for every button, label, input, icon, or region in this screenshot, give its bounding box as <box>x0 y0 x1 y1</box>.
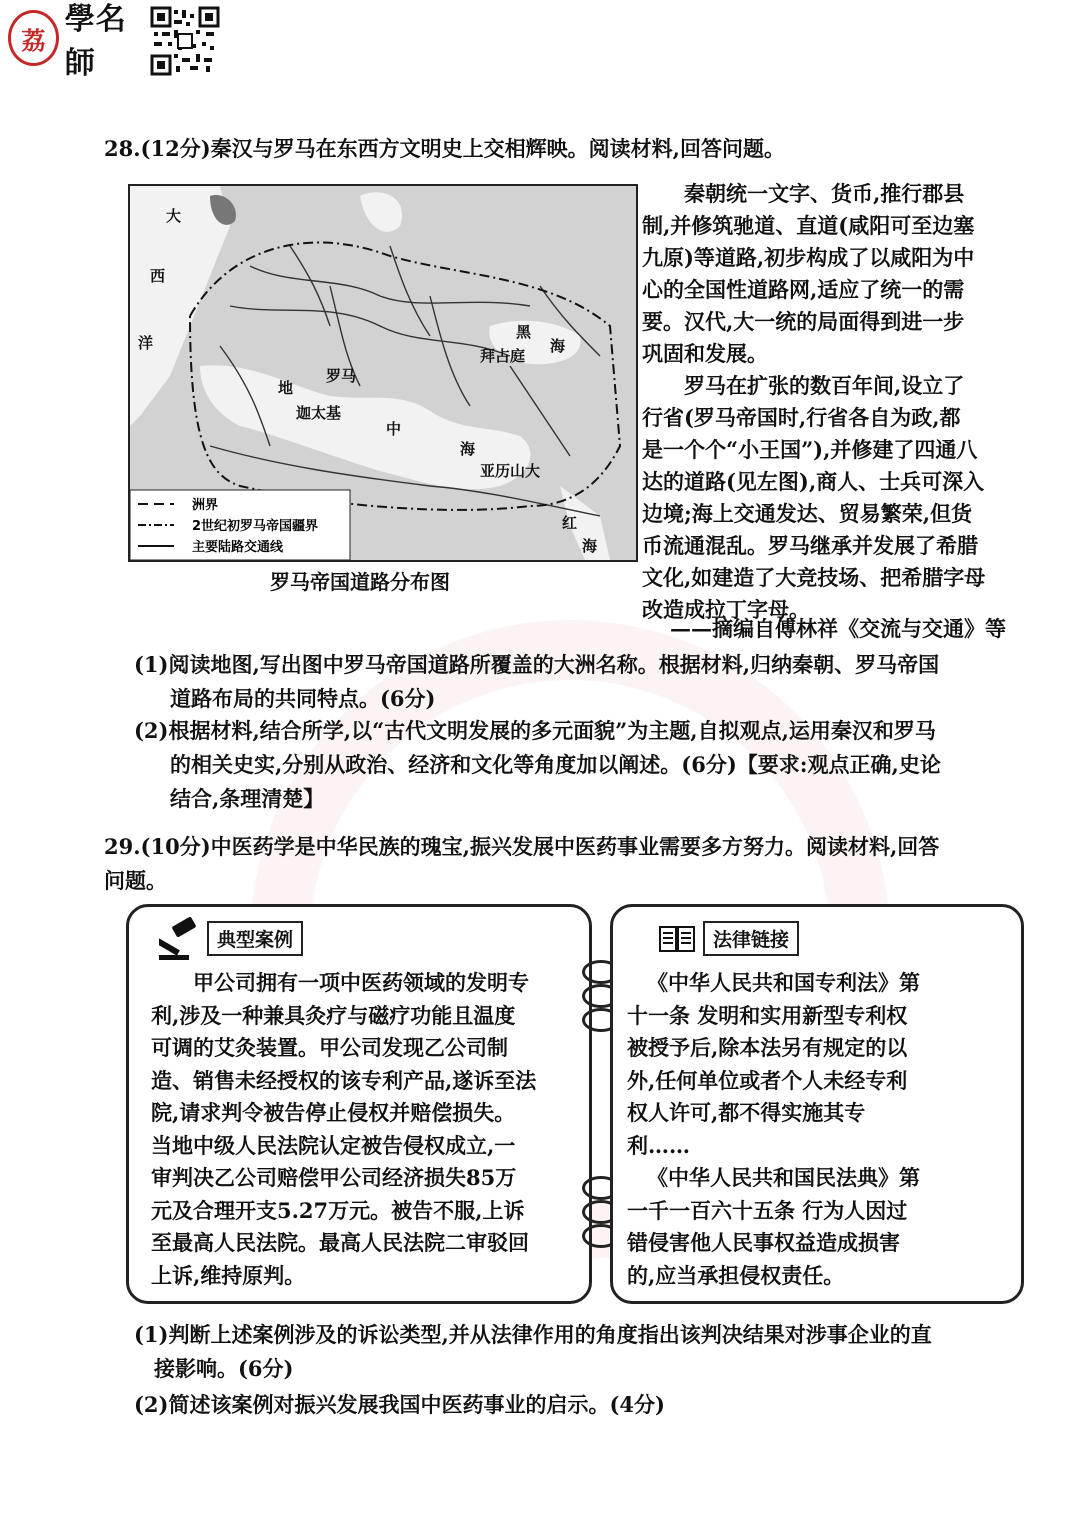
map-label-luoma: 罗马 <box>326 367 357 385</box>
law-panel <box>610 904 1024 1304</box>
qr-code <box>150 6 220 76</box>
case-line: 上诉,维持原判。 <box>151 1262 306 1288</box>
case-heading: 典型案例 <box>207 921 303 956</box>
material-line: 改造成拉丁字母。 <box>642 597 810 622</box>
case-line: 甲公司拥有一项中医药领域的发明专 <box>193 970 529 995</box>
map-label-zhong: 中 <box>386 420 402 438</box>
map-label-jiatai: 迦太基 <box>296 404 342 422</box>
law-line: 一千一百六十五条 行为人因过 <box>627 1197 908 1223</box>
map-label-yalishanda: 亚历山大 <box>480 462 541 480</box>
logo-seal: 荔 <box>8 10 59 66</box>
roman-road-map <box>128 184 638 562</box>
question-28-title: 28.(12分)秦汉与罗马在东西方文明史上交相辉映。阅读材料,回答问题。 <box>104 136 785 161</box>
map-label-hei: 黑 <box>516 323 532 341</box>
law-line: 《中华人民共和国民法典》第 <box>647 1165 920 1190</box>
map-label-da: 大 <box>166 207 182 225</box>
material-line: 要。汉代,大一统的局面得到进一步 <box>642 309 965 334</box>
material-line: 币流通混乱。罗马继承并发展了希腊 <box>642 533 978 558</box>
law-line: 权人许可,都不得实施其专 <box>627 1100 866 1125</box>
case-text <box>151 967 581 1292</box>
q28-sub2-line: (2)根据材料,结合所学,以“古代文明发展的多元面貌”为主题,自拟观点,运用秦汉和罗马 <box>134 718 936 743</box>
law-line: 被授予后,除本法另有规定的以 <box>627 1035 908 1060</box>
legend-continent-boundary: 洲界 <box>192 498 219 513</box>
map-graphic <box>130 186 636 560</box>
q28-sub1-line: (1)阅读地图,写出图中罗马帝国道路所覆盖的大洲名称。根据材料,归纳秦朝、罗马帝国 <box>134 652 940 677</box>
map-label-hai2: 海 <box>460 440 476 458</box>
map-label-hai1: 海 <box>550 337 566 355</box>
material-line: 心的全国性道路网,适应了统一的需 <box>642 277 965 302</box>
map-label-di: 地 <box>278 379 294 397</box>
gavel-icon <box>159 917 203 961</box>
map-label-yang: 洋 <box>138 334 154 352</box>
material-line: 制,并修筑驰道、直道(咸阳可至边塞 <box>642 213 975 238</box>
law-line: 利…… <box>627 1132 690 1158</box>
law-heading: 法律链接 <box>703 921 799 956</box>
q28-material <box>642 178 1022 626</box>
q28-sub1 <box>134 648 939 716</box>
legend-main-roads: 主要陆路交通线 <box>192 540 284 555</box>
material-line: 罗马在扩张的数百年间,设立了 <box>684 373 965 398</box>
q29-title-line: 29.(10分)中医药学是中华民族的瑰宝,振兴发展中医药事业需要多方努力。阅读材料,回答 <box>104 834 940 859</box>
logo-text: 學名師 <box>64 2 127 81</box>
map-label-hong: 红 <box>562 514 578 532</box>
material-line: 九原)等道路,初步构成了以咸阳为中 <box>642 245 975 270</box>
material-line: 巩固和发展。 <box>642 341 768 366</box>
law-line: 《中华人民共和国专利法》第 <box>647 970 920 995</box>
case-line: 至最高人民法院。最高人民法院二审驳回 <box>151 1230 529 1255</box>
material-line: 秦朝统一文字、货币,推行郡县 <box>684 181 965 206</box>
q28-sub1-line: 道路布局的共同特点。(6分) <box>170 686 436 711</box>
case-line: 利,涉及一种兼具灸疗与磁疗功能且温度 <box>151 1002 516 1028</box>
map-label-baizhanting: 拜占庭 <box>480 347 526 365</box>
map-label-hai3: 海 <box>582 537 598 555</box>
law-text <box>627 967 1017 1292</box>
case-line: 当地中级人民法院认定被告侵权成立,一 <box>151 1132 516 1158</box>
law-line: 错侵害他人民事权益造成损害 <box>627 1230 900 1255</box>
q29-title-line: 问题。 <box>104 868 167 893</box>
case-line: 院,请求判令被告停止侵权并赔偿损失。 <box>151 1100 516 1125</box>
legend-empire-boundary: 2世纪初罗马帝国疆界 <box>192 519 319 534</box>
case-line: 审判决乙公司赔偿甲公司经济损失85万 <box>151 1165 517 1190</box>
material-source: ——摘编自傅林祥《交流与交通》等 <box>670 616 1006 641</box>
book-icon <box>659 925 695 953</box>
law-line: 十一条 发明和实用新型专利权 <box>627 1002 908 1028</box>
material-line: 文化,如建造了大竞技场、把希腊字母 <box>642 565 986 590</box>
q29-sub1 <box>134 1318 932 1386</box>
material-line: 行省(罗马帝国时,行省各自为政,都 <box>642 405 961 430</box>
case-line: 造、销售未经授权的该专利产品,遂诉至法 <box>151 1067 537 1093</box>
publisher-logo <box>8 2 148 81</box>
case-panel <box>126 904 592 1304</box>
question-29-title <box>104 830 939 898</box>
law-line: 外,任何单位或者个人未经专利 <box>627 1067 908 1093</box>
q29-sub1-line: (1)判断上述案例涉及的诉讼类型,并从法律作用的角度指出该判决结果对涉事企业的直 <box>134 1322 932 1347</box>
q28-sub2-line: 结合,条理清楚】 <box>170 786 325 811</box>
q29-sub1-line: 接影响。(6分) <box>154 1356 294 1381</box>
q28-sub2-line: 的相关史实,分别从政治、经济和文化等角度加以阐述。(6分)【要求:观点正确,史论 <box>170 752 941 777</box>
q29-sub2: (2)简述该案例对振兴发展我国中医药事业的启示。(4分) <box>134 1392 665 1417</box>
map-label-xi: 西 <box>150 267 166 285</box>
law-line: 的,应当承担侵权责任。 <box>627 1262 845 1288</box>
map-caption: 罗马帝国道路分布图 <box>270 570 450 594</box>
material-line: 达的道路(见左图),商人、士兵可深入 <box>642 469 985 494</box>
material-line: 边境;海上交通发达、贸易繁荣,但货 <box>642 501 973 526</box>
material-line: 是一个个“小王国”),并修建了四通八 <box>642 437 978 462</box>
case-line: 可调的艾灸装置。甲公司发现乙公司制 <box>151 1035 508 1060</box>
case-line: 元及合理开支5.27万元。被告不服,上诉 <box>151 1197 525 1223</box>
q28-sub2 <box>134 714 941 816</box>
